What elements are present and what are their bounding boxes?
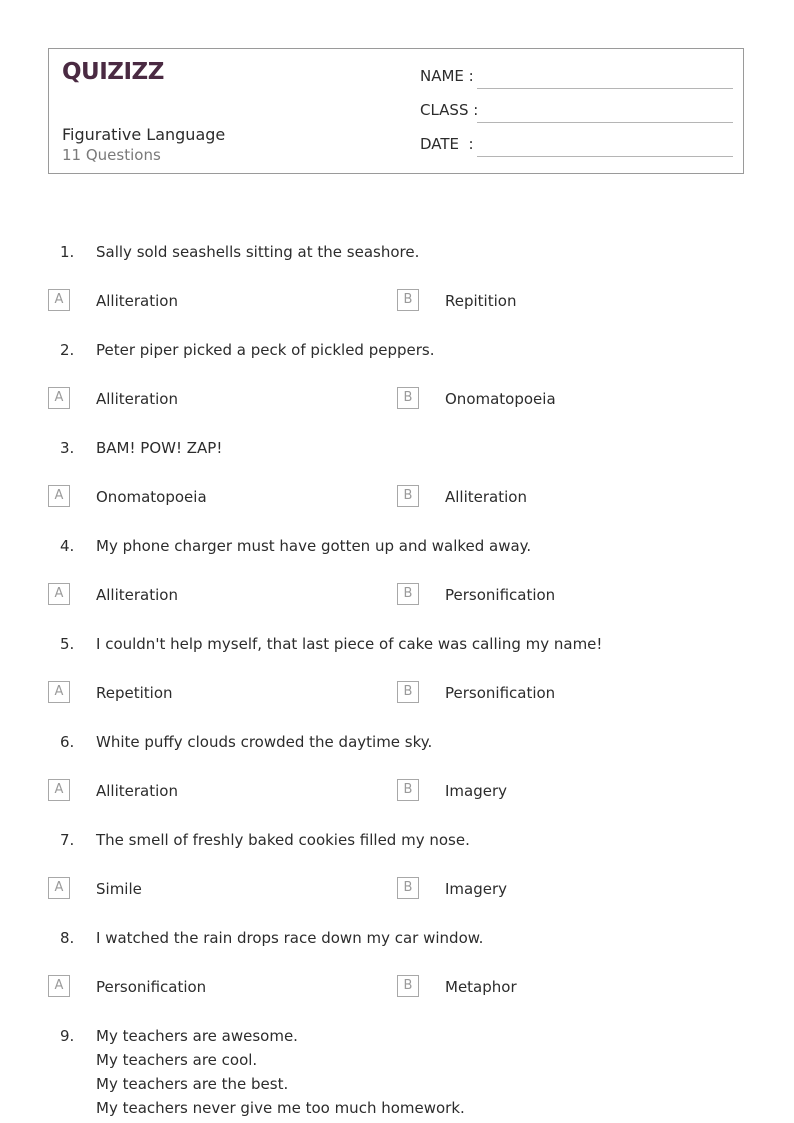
option-a-box[interactable]: A xyxy=(48,485,70,507)
option-a-box[interactable]: A xyxy=(48,583,70,605)
option-b-text[interactable]: Metaphor xyxy=(445,978,517,996)
question-count: 11 Questions xyxy=(62,146,161,164)
option-a-box[interactable]: A xyxy=(48,289,70,311)
date-field[interactable] xyxy=(420,135,733,159)
option-b-box[interactable]: B xyxy=(397,681,419,703)
question-text: Peter piper picked a peck of pickled peppers. xyxy=(96,341,435,359)
name-field[interactable] xyxy=(420,67,733,91)
class-field[interactable] xyxy=(420,101,733,125)
option-a-box[interactable]: A xyxy=(48,387,70,409)
question-text: The smell of freshly baked cookies filled my nose. xyxy=(96,831,470,849)
option-b-box[interactable]: B xyxy=(397,877,419,899)
worksheet-header xyxy=(48,48,744,174)
option-b-box[interactable]: B xyxy=(397,387,419,409)
question-text-line-4: My teachers never give me too much homework. xyxy=(96,1099,465,1117)
question-number: 7. xyxy=(60,831,75,849)
option-b-box[interactable]: B xyxy=(397,583,419,605)
question-text: BAM! POW! ZAP! xyxy=(96,439,223,457)
option-a-text[interactable]: Alliteration xyxy=(96,390,178,408)
worksheet-title: Figurative Language xyxy=(62,125,226,144)
option-b-text[interactable]: Onomatopoeia xyxy=(445,390,556,408)
option-b-box[interactable]: B xyxy=(397,779,419,801)
option-a-text[interactable]: Personification xyxy=(96,978,207,996)
option-a-box[interactable]: A xyxy=(48,681,70,703)
option-b-box[interactable]: B xyxy=(397,289,419,311)
option-a-box[interactable]: A xyxy=(48,975,70,997)
question-number: 8. xyxy=(60,929,75,947)
question-text: My phone charger must have gotten up and walked away. xyxy=(96,537,532,555)
option-a-text[interactable]: Alliteration xyxy=(96,586,178,604)
question-text-line-3: My teachers are the best. xyxy=(96,1075,289,1093)
question-number: 9. xyxy=(60,1027,75,1045)
option-a-box[interactable]: A xyxy=(48,779,70,801)
question-number: 4. xyxy=(60,537,75,555)
question-text-line-1: My teachers are awesome. xyxy=(96,1027,298,1045)
option-b-text[interactable]: Alliteration xyxy=(445,488,527,506)
option-b-text[interactable]: Personification xyxy=(445,586,556,604)
question-text-line-2: My teachers are cool. xyxy=(96,1051,258,1069)
class-line[interactable] xyxy=(477,122,733,123)
name-line[interactable] xyxy=(477,88,733,89)
question-number: 6. xyxy=(60,733,75,751)
option-b-box[interactable]: B xyxy=(397,485,419,507)
date-label: DATE : xyxy=(420,135,474,153)
class-label: CLASS : xyxy=(420,101,479,119)
question-number: 2. xyxy=(60,341,75,359)
question-text: I watched the rain drops race down my car window. xyxy=(96,929,484,947)
option-a-box[interactable]: A xyxy=(48,877,70,899)
question-text: Sally sold seashells sitting at the seashore. xyxy=(96,243,420,261)
option-a-text[interactable]: Simile xyxy=(96,880,142,898)
option-b-text[interactable]: Imagery xyxy=(445,880,508,898)
option-a-text[interactable]: Alliteration xyxy=(96,782,178,800)
quizizz-logo: QUIZIZZ xyxy=(62,59,164,85)
date-line[interactable] xyxy=(477,156,733,157)
name-label: NAME : xyxy=(420,67,474,85)
option-a-text[interactable]: Onomatopoeia xyxy=(96,488,207,506)
option-b-text[interactable]: Personification xyxy=(445,684,556,702)
question-number: 5. xyxy=(60,635,75,653)
option-b-text[interactable]: Imagery xyxy=(445,782,508,800)
option-b-text[interactable]: Repitition xyxy=(445,292,517,310)
option-b-box[interactable]: B xyxy=(397,975,419,997)
question-text: I couldn't help myself, that last piece of cake was calling my name! xyxy=(96,635,603,653)
question-number: 1. xyxy=(60,243,75,261)
option-a-text[interactable]: Alliteration xyxy=(96,292,178,310)
question-text: White puffy clouds crowded the daytime sky. xyxy=(96,733,433,751)
option-a-text[interactable]: Repetition xyxy=(96,684,173,702)
question-number: 3. xyxy=(60,439,75,457)
